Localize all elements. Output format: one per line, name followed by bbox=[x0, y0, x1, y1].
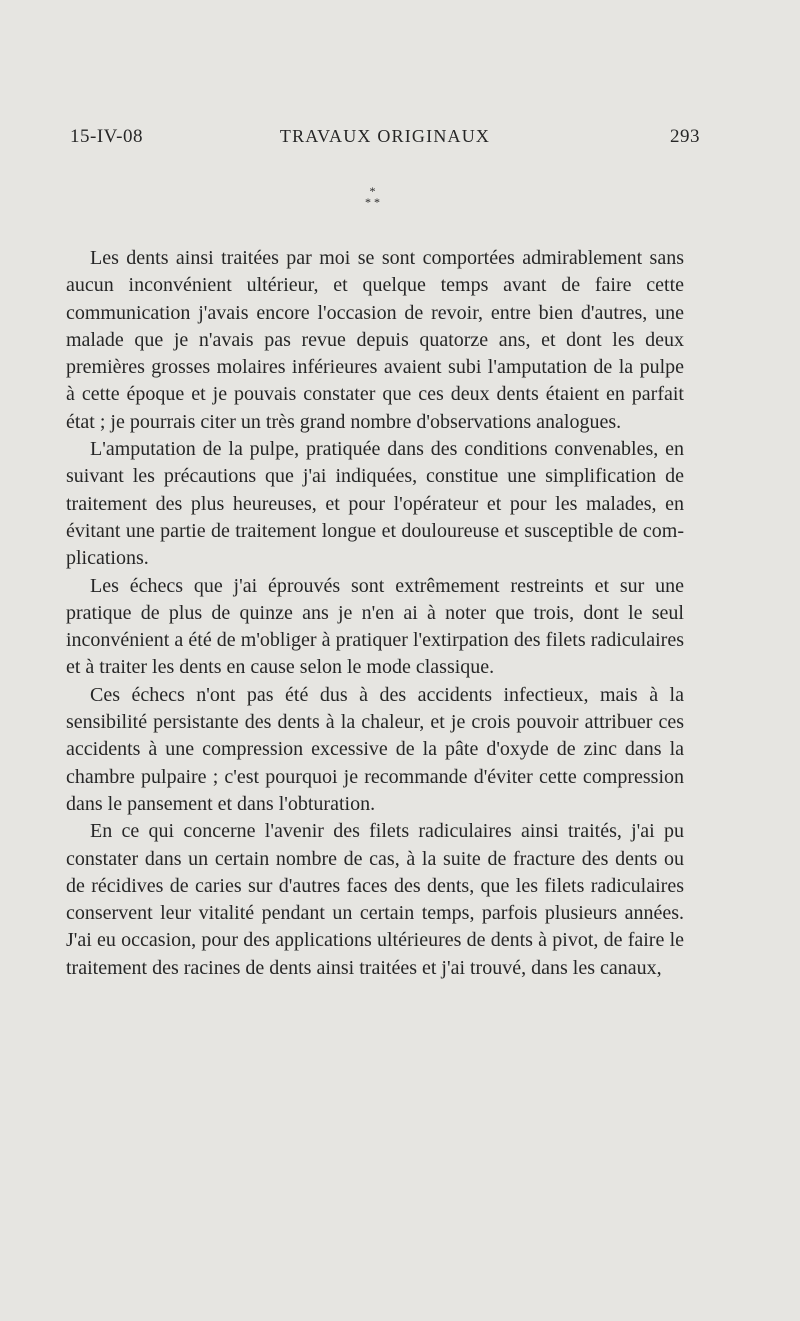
paragraph: En ce qui concerne l'avenir des filets radiculaires ainsi traités, j'ai pu constater dans un certain nombre de cas, à la suite de fracture des dents ou de récidives de caries sur d'autres faces des dents, que les filets radiculaires conservent leur vitalité pendant un certain temps, parfois plusieurs années. J'ai eu occasion, pour des applications ultérieures de dents à pivot, de faire le traitement des racines de dents ainsi traitées et j'ai trouvé, dans les canaux, bbox=[66, 820, 684, 979]
paragraph: Ces échecs n'ont pas été dus à des accidents infectieux, mais à la sensibilité persistante des dents à la chaleur, et je crois pouvoir attribuer ces accidents à une compression excessive de la pâte d'oxyde de zinc dans la chambre pulpaire ; c'est pourquoi je recommande d'éviter cette compression dans le pansement et dans l'obturation. bbox=[66, 683, 684, 815]
section-separator-asterism bbox=[0, 186, 745, 208]
header-date: 15-IV-08 bbox=[70, 126, 143, 147]
paragraph: L'amputation de la pulpe, pratiquée dans des conditions convenables, en suivant les précautions que j'ai indiquées, constitue une simplification de traitement des plus heureuses, et pour l'opérateur et pour les malades, en évitant une partie de traitement longue et douloureuse et susceptible de complications. bbox=[66, 438, 684, 570]
asterism-top: * bbox=[369, 184, 376, 198]
page-number: 293 bbox=[670, 126, 700, 147]
running-header bbox=[70, 126, 700, 154]
body-text bbox=[66, 245, 684, 982]
header-section-title: TRAVAUX ORIGINAUX bbox=[279, 126, 491, 146]
asterism-bottom: * * bbox=[365, 195, 380, 209]
paragraph: Les dents ainsi traitées par moi se sont comportées admirablement sans aucun inconvénient ultérieur, et quelque temps avant de faire cette communication j'avais encore l'occasion de revoir, entre bien d'autres, une malade que je n'avais pas revue depuis quatorze ans, et dont les deux premières grosses molaires inférieures avaient subi l'amputation de la pulpe à cette époque et je pouvais constater que ces deux dents étaient en parfait état ; je pourrais citer un très grand nombre d'observations analogues. bbox=[66, 247, 684, 433]
paragraph: Les échecs que j'ai éprouvés sont extrêmement restreints et sur une pratique de plus de quinze ans je n'en ai à noter que trois, dont le seul inconvénient a été de m'obliger à pratiquer l'extirpation des filets radiculaires et à traiter les dents en cause selon le mode classique. bbox=[66, 574, 684, 679]
